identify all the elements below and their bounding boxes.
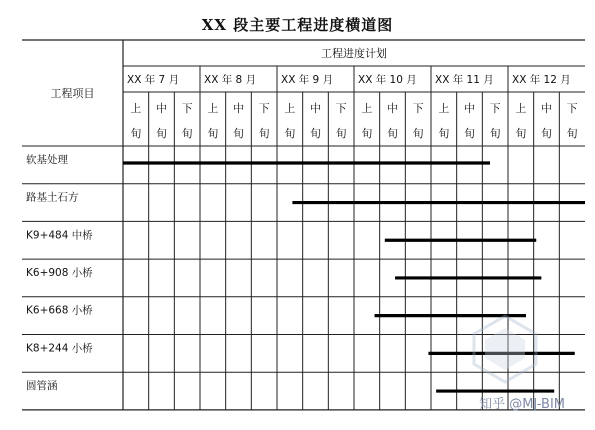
watermark-logo-icon bbox=[470, 314, 540, 384]
month-label: XX 年 12 月 bbox=[512, 74, 571, 86]
period-label-top: 中 bbox=[387, 102, 398, 115]
period-label-bottom: 旬 bbox=[361, 127, 373, 140]
period-label-bottom: 旬 bbox=[130, 127, 142, 140]
period-label-bottom: 旬 bbox=[515, 127, 527, 140]
row-label: K6+668 小桥 bbox=[26, 304, 93, 317]
month-label: XX 年 8 月 bbox=[204, 74, 257, 86]
period-label-bottom: 旬 bbox=[207, 127, 219, 140]
period-label-top: 下 bbox=[566, 102, 578, 115]
period-label-bottom: 旬 bbox=[310, 127, 321, 140]
month-label: XX 年 11 月 bbox=[435, 74, 494, 86]
period-label-bottom: 旬 bbox=[335, 127, 347, 140]
period-label-top: 中 bbox=[310, 102, 321, 115]
row-label: K8+244 小桥 bbox=[26, 342, 93, 355]
period-label-top: 下 bbox=[258, 102, 270, 115]
chart-title: XX 段主要工程进度横道图 bbox=[201, 16, 394, 34]
period-label-top: 中 bbox=[233, 102, 244, 115]
period-label-bottom: 旬 bbox=[387, 127, 398, 140]
period-label-top: 上 bbox=[438, 102, 450, 115]
month-label: XX 年 10 月 bbox=[358, 74, 417, 86]
project-column-header: 工程项目 bbox=[50, 87, 95, 100]
watermark-text: 知乎 @MJ-BIM bbox=[479, 397, 565, 412]
period-label-bottom: 旬 bbox=[438, 127, 450, 140]
period-label-bottom: 旬 bbox=[566, 127, 578, 140]
period-label-bottom: 旬 bbox=[284, 127, 296, 140]
period-label-bottom: 旬 bbox=[489, 127, 501, 140]
row-label: 软基处理 bbox=[26, 153, 68, 166]
period-label-bottom: 旬 bbox=[156, 127, 167, 140]
period-label-top: 上 bbox=[361, 102, 373, 115]
period-label-top: 下 bbox=[181, 102, 193, 115]
plan-header-label: 工程进度计划 bbox=[321, 47, 387, 60]
period-label-bottom: 旬 bbox=[464, 127, 475, 140]
period-label-bottom: 旬 bbox=[233, 127, 244, 140]
row-label: 路基土石方 bbox=[26, 191, 79, 204]
period-label-bottom: 旬 bbox=[181, 127, 193, 140]
period-label-bottom: 旬 bbox=[258, 127, 270, 140]
row-label: 圆管涵 bbox=[26, 380, 58, 393]
month-label: XX 年 7 月 bbox=[127, 74, 180, 86]
period-label-top: 中 bbox=[541, 102, 552, 115]
period-label-top: 中 bbox=[156, 102, 167, 115]
row-label: K9+484 中桥 bbox=[26, 229, 93, 242]
period-label-top: 上 bbox=[284, 102, 296, 115]
period-label-bottom: 旬 bbox=[541, 127, 552, 140]
period-label-top: 下 bbox=[335, 102, 347, 115]
period-label-top: 上 bbox=[515, 102, 527, 115]
period-label-top: 上 bbox=[130, 102, 142, 115]
row-label: K6+908 小桥 bbox=[26, 266, 93, 279]
period-label-top: 下 bbox=[489, 102, 501, 115]
period-label-top: 上 bbox=[207, 102, 219, 115]
month-label: XX 年 9 月 bbox=[281, 74, 334, 86]
period-label-top: 中 bbox=[464, 102, 475, 115]
period-label-top: 下 bbox=[412, 102, 424, 115]
period-label-bottom: 旬 bbox=[412, 127, 424, 140]
